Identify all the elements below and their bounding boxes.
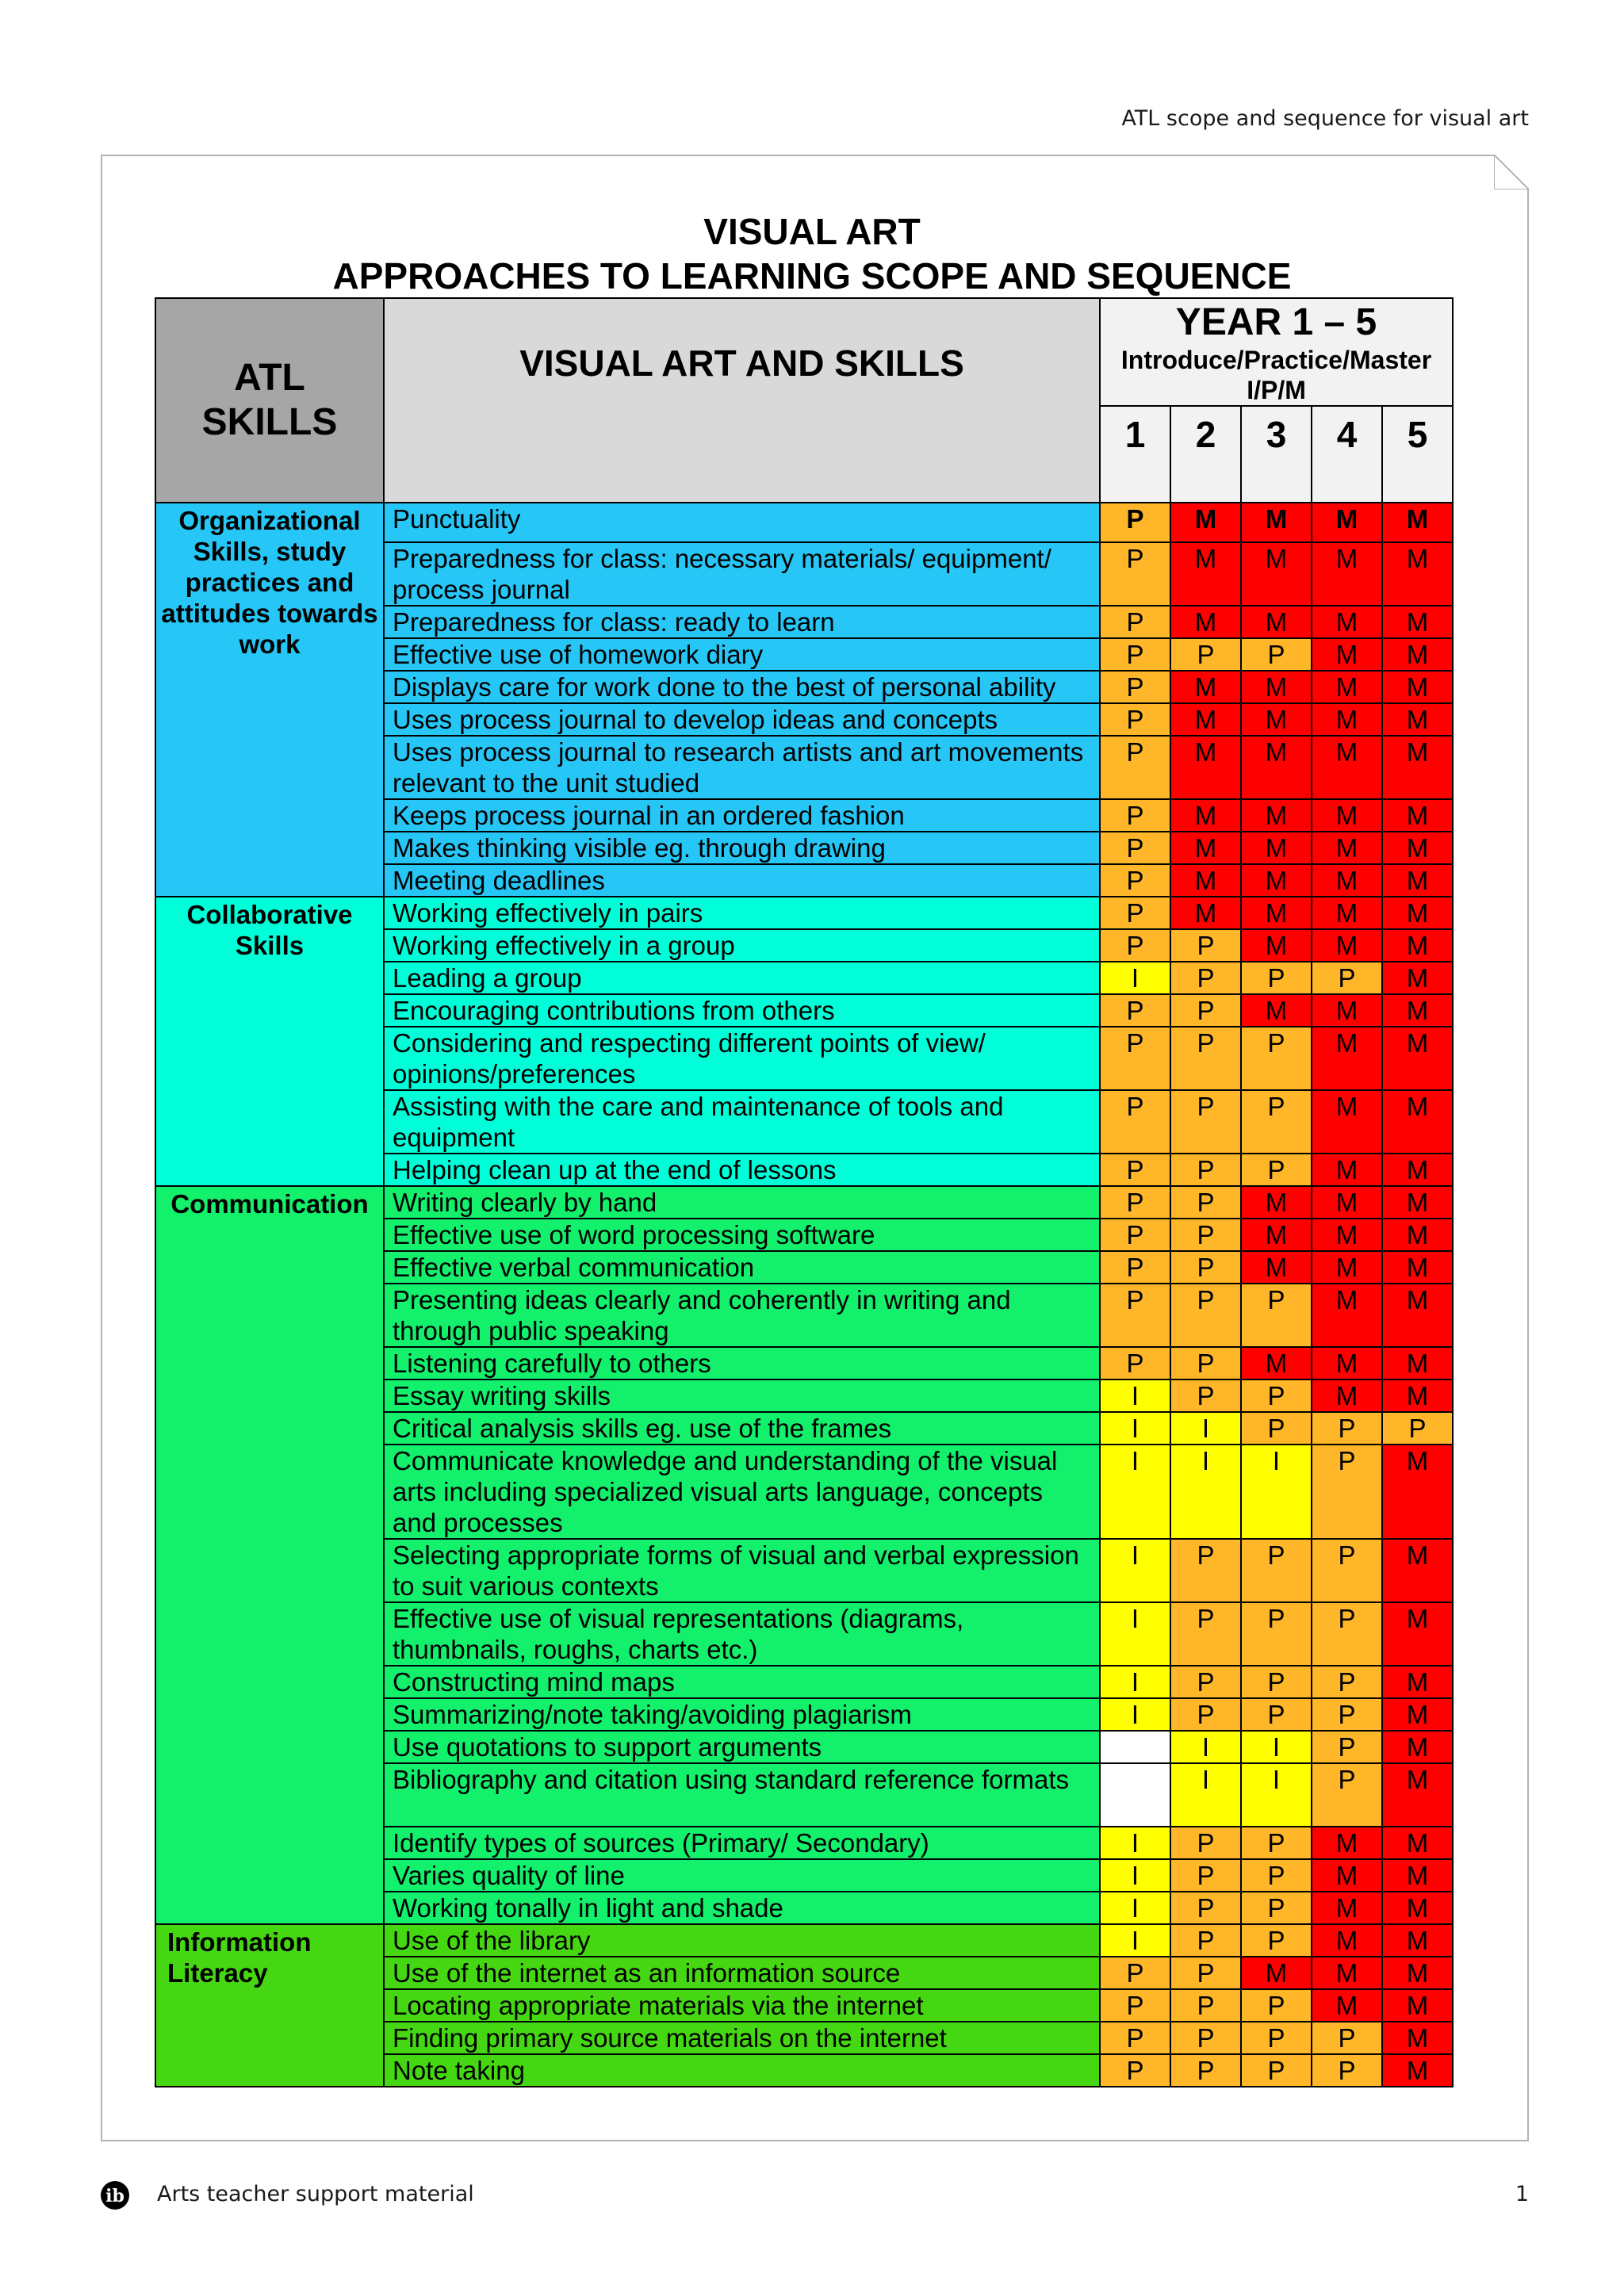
level-cell-year-3: P [1241,1666,1312,1698]
level-cell-year-5: M [1382,1892,1453,1924]
level-cell-year-3: P [1241,1284,1312,1347]
skill-cell: Keeps process journal in an ordered fashion [384,799,1100,832]
level-cell-year-2: M [1170,897,1241,929]
level-cell-year-1: P [1100,994,1170,1027]
skill-cell: Listening carefully to others [384,1347,1100,1380]
level-cell-year-2: P [1170,1827,1241,1859]
level-cell-year-1: I [1100,1445,1170,1539]
level-cell-year-4: P [1312,2022,1382,2054]
level-cell-year-3: I [1241,1763,1312,1827]
level-cell-year-1: P [1100,1090,1170,1154]
level-cell-year-2: P [1170,1698,1241,1731]
level-cell-year-1: I [1100,1698,1170,1731]
level-cell-year-2: M [1170,736,1241,799]
level-cell-year-4: P [1312,2054,1382,2087]
level-cell-year-5: M [1382,1027,1453,1090]
level-cell-year-5: M [1382,1859,1453,1892]
level-cell-year-1: P [1100,929,1170,962]
footer-text: Arts teacher support material [157,2182,474,2206]
level-cell-year-2: P [1170,1989,1241,2022]
year-3-header: 3 [1241,406,1312,503]
level-cell-year-1: P [1100,542,1170,606]
level-cell-year-3: I [1241,1445,1312,1539]
skill-cell: Makes thinking visible eg. through drawing [384,832,1100,864]
level-cell-year-1: P [1100,864,1170,897]
level-cell-year-2: P [1170,1347,1241,1380]
level-cell-year-4: M [1312,542,1382,606]
level-cell-year-1: P [1100,1989,1170,2022]
level-cell-year-4: M [1312,1219,1382,1251]
level-cell-year-3: P [1241,1827,1312,1859]
level-cell-year-4: M [1312,1924,1382,1957]
level-cell-year-2: P [1170,994,1241,1027]
header-year-range [1100,298,1453,406]
level-cell-year-5: M [1382,1219,1453,1251]
level-cell-year-5: M [1382,994,1453,1027]
level-cell-year-3: P [1241,1924,1312,1957]
level-cell-year-3: P [1241,1090,1312,1154]
level-cell-year-1: P [1100,832,1170,864]
level-cell-year-1: I [1100,1924,1170,1957]
level-cell-year-4: M [1312,1154,1382,1186]
level-cell-year-3: P [1241,962,1312,994]
level-cell-year-2: I [1170,1763,1241,1827]
table-row [155,503,1453,542]
level-cell-year-2: M [1170,832,1241,864]
ib-logo-icon [100,2180,130,2210]
level-cell-year-1: I [1100,1827,1170,1859]
level-cell-year-5: M [1382,1347,1453,1380]
skill-cell: Locating appropriate materials via the internet [384,1989,1100,2022]
scale-label-1: Introduce/Practice/Master [1120,346,1432,374]
level-cell-year-1: P [1100,503,1170,542]
level-cell-year-2: M [1170,864,1241,897]
skill-cell: Displays care for work done to the best of personal ability [384,671,1100,703]
level-cell-year-1: P [1100,1957,1170,1989]
level-cell-year-5: M [1382,962,1453,994]
running-header: ATL scope and sequence for visual art [1121,106,1529,131]
level-cell-year-1: P [1100,1186,1170,1219]
level-cell-year-3: P [1241,1698,1312,1731]
level-cell-year-2: P [1170,1154,1241,1186]
level-cell-year-4: M [1312,1186,1382,1219]
level-cell-year-5: M [1382,1957,1453,1989]
level-cell-year-2: P [1170,2022,1241,2054]
skill-cell: Uses process journal to research artists and art movements relevant to the unit studied [384,736,1100,799]
title-line-1: VISUAL ART [703,211,921,252]
level-cell-year-2: M [1170,671,1241,703]
level-cell-year-4: P [1312,1731,1382,1763]
level-cell-year-1: P [1100,2054,1170,2087]
level-cell-year-2: P [1170,1186,1241,1219]
level-cell-year-1 [1100,1731,1170,1763]
level-cell-year-1: P [1100,638,1170,671]
year-range-label: YEAR 1 – 5 [1175,301,1377,343]
level-cell-year-5: M [1382,929,1453,962]
level-cell-year-3: M [1241,1347,1312,1380]
atl-group-label: Collaborative Skills [155,897,384,1186]
level-cell-year-3: M [1241,864,1312,897]
header-visual-art-skills: VISUAL ART AND SKILLS [384,298,1100,503]
level-cell-year-4: M [1312,1859,1382,1892]
level-cell-year-3: P [1241,1154,1312,1186]
atl-group-label: Information Literacy [155,1924,384,2087]
level-cell-year-1: P [1100,1219,1170,1251]
level-cell-year-1: P [1100,1027,1170,1090]
level-cell-year-5: M [1382,2054,1453,2087]
level-cell-year-5: M [1382,1666,1453,1698]
skill-cell: Summarizing/note taking/avoiding plagiarism [384,1698,1100,1731]
level-cell-year-5: M [1382,1251,1453,1284]
level-cell-year-2: I [1170,1445,1241,1539]
level-cell-year-1: P [1100,1347,1170,1380]
skill-cell: Working effectively in pairs [384,897,1100,929]
level-cell-year-3: P [1241,1602,1312,1666]
level-cell-year-2: P [1170,1027,1241,1090]
level-cell-year-2: M [1170,703,1241,736]
level-cell-year-3: M [1241,1957,1312,1989]
level-cell-year-4: M [1312,994,1382,1027]
skill-cell: Note taking [384,2054,1100,2087]
level-cell-year-1: I [1100,1539,1170,1602]
level-cell-year-3: M [1241,1186,1312,1219]
year-2-header: 2 [1170,406,1241,503]
level-cell-year-2: P [1170,1219,1241,1251]
level-cell-year-4: M [1312,897,1382,929]
level-cell-year-5: M [1382,638,1453,671]
level-cell-year-1: I [1100,1666,1170,1698]
level-cell-year-3: M [1241,542,1312,606]
header-atl-skills-label: ATL SKILLS [201,357,338,443]
level-cell-year-5: M [1382,1445,1453,1539]
skill-cell: Bibliography and citation using standard reference formats [384,1763,1100,1827]
skill-cell: Constructing mind maps [384,1666,1100,1698]
level-cell-year-1: I [1100,1892,1170,1924]
skill-cell: Uses process journal to develop ideas and concepts [384,703,1100,736]
title-line-2: APPROACHES TO LEARNING SCOPE AND SEQUENCE [332,255,1292,297]
svg-text:ib: ib [105,2186,124,2206]
level-cell-year-5: M [1382,1090,1453,1154]
skill-cell: Use of the library [384,1924,1100,1957]
skill-cell: Leading a group [384,962,1100,994]
level-cell-year-1: I [1100,1602,1170,1666]
level-cell-year-5: M [1382,703,1453,736]
skill-cell: Preparedness for class: ready to learn [384,606,1100,638]
level-cell-year-4: M [1312,1284,1382,1347]
table-row [155,897,1453,929]
skill-cell: Encouraging contributions from others [384,994,1100,1027]
level-cell-year-5: M [1382,503,1453,542]
skill-cell: Meeting deadlines [384,864,1100,897]
year-5-header: 5 [1382,406,1453,503]
skill-cell: Identify types of sources (Primary/ Secondary) [384,1827,1100,1859]
skill-cell: Effective verbal communication [384,1251,1100,1284]
level-cell-year-5: M [1382,1602,1453,1666]
level-cell-year-2: P [1170,929,1241,962]
level-cell-year-5: M [1382,897,1453,929]
level-cell-year-4: M [1312,1892,1382,1924]
level-cell-year-4: M [1312,1251,1382,1284]
skill-cell: Use quotations to support arguments [384,1731,1100,1763]
level-cell-year-5: M [1382,1763,1453,1827]
page-fold-icon [1494,155,1529,189]
level-cell-year-3: P [1241,2054,1312,2087]
level-cell-year-4: M [1312,1957,1382,1989]
atl-scope-table [155,297,1454,2087]
level-cell-year-4: M [1312,1090,1382,1154]
level-cell-year-2: P [1170,1602,1241,1666]
level-cell-year-5: M [1382,671,1453,703]
level-cell-year-5: P [1382,1412,1453,1445]
level-cell-year-3: M [1241,1251,1312,1284]
scale-label-2: I/P/M [1247,376,1306,404]
level-cell-year-5: M [1382,736,1453,799]
level-cell-year-3: M [1241,736,1312,799]
level-cell-year-2: M [1170,606,1241,638]
level-cell-year-1: P [1100,1284,1170,1347]
level-cell-year-4: M [1312,606,1382,638]
level-cell-year-5: M [1382,1154,1453,1186]
level-cell-year-1: I [1100,1380,1170,1412]
table-row [155,1924,1453,1957]
level-cell-year-2: P [1170,1284,1241,1347]
level-cell-year-4: M [1312,832,1382,864]
level-cell-year-1: P [1100,671,1170,703]
level-cell-year-4: M [1312,929,1382,962]
level-cell-year-4: P [1312,1602,1382,1666]
level-cell-year-4: P [1312,1698,1382,1731]
skill-cell: Working tonally in light and shade [384,1892,1100,1924]
level-cell-year-2: P [1170,1539,1241,1602]
year-4-header: 4 [1312,406,1382,503]
level-cell-year-5: M [1382,1284,1453,1347]
level-cell-year-5: M [1382,1539,1453,1602]
footer [0,2180,1624,2212]
level-cell-year-3: M [1241,671,1312,703]
level-cell-year-3: M [1241,929,1312,962]
level-cell-year-4: M [1312,1347,1382,1380]
level-cell-year-5: M [1382,864,1453,897]
skill-cell: Varies quality of line [384,1859,1100,1892]
level-cell-year-4: M [1312,799,1382,832]
level-cell-year-2: M [1170,542,1241,606]
level-cell-year-3: M [1241,1219,1312,1251]
atl-group-label: Communication [155,1186,384,1924]
level-cell-year-2: P [1170,1090,1241,1154]
level-cell-year-1: P [1100,736,1170,799]
level-cell-year-1: P [1100,799,1170,832]
level-cell-year-2: I [1170,1731,1241,1763]
level-cell-year-5: M [1382,799,1453,832]
level-cell-year-4: M [1312,703,1382,736]
level-cell-year-3: M [1241,606,1312,638]
level-cell-year-1: I [1100,1412,1170,1445]
level-cell-year-5: M [1382,1924,1453,1957]
level-cell-year-2: P [1170,962,1241,994]
year-1-header: 1 [1100,406,1170,503]
atl-group-label: Organizational Skills, study practices and attitudes towards work [155,503,384,897]
page-number: 1 [1515,2182,1529,2206]
skill-cell: Preparedness for class: necessary materials/ equipment/ process journal [384,542,1100,606]
skill-cell: Communicate knowledge and understanding of the visual arts including specialized visual arts language, concepts and processes [384,1445,1100,1539]
table-row [155,1186,1453,1219]
level-cell-year-5: M [1382,1731,1453,1763]
level-cell-year-3: P [1241,1859,1312,1892]
level-cell-year-4: M [1312,638,1382,671]
level-cell-year-1 [1100,1763,1170,1827]
level-cell-year-4: P [1312,1763,1382,1827]
level-cell-year-4: P [1312,1539,1382,1602]
level-cell-year-1: P [1100,703,1170,736]
level-cell-year-2: P [1170,1957,1241,1989]
level-cell-year-5: M [1382,2022,1453,2054]
level-cell-year-4: M [1312,503,1382,542]
skill-cell: Helping clean up at the end of lessons [384,1154,1100,1186]
level-cell-year-3: M [1241,897,1312,929]
atl-table-body [155,503,1453,2087]
level-cell-year-3: M [1241,799,1312,832]
level-cell-year-1: P [1100,1154,1170,1186]
level-cell-year-4: M [1312,1380,1382,1412]
level-cell-year-3: P [1241,1892,1312,1924]
header-atl-skills [155,298,384,503]
level-cell-year-3: P [1241,1412,1312,1445]
skill-cell: Considering and respecting different points of view/ opinions/preferences [384,1027,1100,1090]
level-cell-year-3: P [1241,638,1312,671]
level-cell-year-5: M [1382,606,1453,638]
level-cell-year-4: P [1312,1666,1382,1698]
level-cell-year-3: M [1241,703,1312,736]
skill-cell: Effective use of homework diary [384,638,1100,671]
skill-cell: Working effectively in a group [384,929,1100,962]
skill-cell: Finding primary source materials on the internet [384,2022,1100,2054]
level-cell-year-1: I [1100,962,1170,994]
level-cell-year-2: P [1170,1380,1241,1412]
level-cell-year-4: M [1312,1827,1382,1859]
skill-cell: Selecting appropriate forms of visual and verbal expression to suit various contexts [384,1539,1100,1602]
level-cell-year-3: I [1241,1731,1312,1763]
level-cell-year-2: P [1170,1859,1241,1892]
skill-cell: Effective use of word processing software [384,1219,1100,1251]
level-cell-year-4: P [1312,962,1382,994]
level-cell-year-4: P [1312,1445,1382,1539]
level-cell-year-3: P [1241,1539,1312,1602]
level-cell-year-2: P [1170,1251,1241,1284]
skill-cell: Writing clearly by hand [384,1186,1100,1219]
level-cell-year-5: M [1382,1186,1453,1219]
level-cell-year-5: M [1382,1827,1453,1859]
level-cell-year-2: M [1170,503,1241,542]
level-cell-year-3: M [1241,994,1312,1027]
skill-cell: Critical analysis skills eg. use of the frames [384,1412,1100,1445]
level-cell-year-2: P [1170,2054,1241,2087]
skill-cell: Effective use of visual representations (diagrams, thumbnails, roughs, charts etc.) [384,1602,1100,1666]
level-cell-year-4: M [1312,736,1382,799]
skill-cell: Presenting ideas clearly and coherently in writing and through public speaking [384,1284,1100,1347]
level-cell-year-2: P [1170,638,1241,671]
level-cell-year-2: P [1170,1666,1241,1698]
skill-cell: Use of the internet as an information source [384,1957,1100,1989]
level-cell-year-5: M [1382,832,1453,864]
level-cell-year-2: I [1170,1412,1241,1445]
level-cell-year-1: P [1100,2022,1170,2054]
level-cell-year-3: P [1241,1380,1312,1412]
level-cell-year-3: P [1241,2022,1312,2054]
level-cell-year-1: I [1100,1859,1170,1892]
level-cell-year-4: M [1312,1989,1382,2022]
level-cell-year-3: M [1241,503,1312,542]
level-cell-year-5: M [1382,1698,1453,1731]
skill-cell: Assisting with the care and maintenance of tools and equipment [384,1090,1100,1154]
level-cell-year-4: M [1312,1027,1382,1090]
level-cell-year-1: P [1100,606,1170,638]
level-cell-year-5: M [1382,1380,1453,1412]
level-cell-year-5: M [1382,542,1453,606]
level-cell-year-3: P [1241,1027,1312,1090]
level-cell-year-4: M [1312,671,1382,703]
skill-cell: Essay writing skills [384,1380,1100,1412]
level-cell-year-4: M [1312,864,1382,897]
level-cell-year-1: P [1100,1251,1170,1284]
level-cell-year-2: P [1170,1892,1241,1924]
level-cell-year-3: P [1241,1989,1312,2022]
skill-cell: Punctuality [384,503,1100,542]
level-cell-year-3: M [1241,832,1312,864]
level-cell-year-4: P [1312,1412,1382,1445]
level-cell-year-2: P [1170,1924,1241,1957]
level-cell-year-2: M [1170,799,1241,832]
level-cell-year-5: M [1382,1989,1453,2022]
level-cell-year-1: P [1100,897,1170,929]
